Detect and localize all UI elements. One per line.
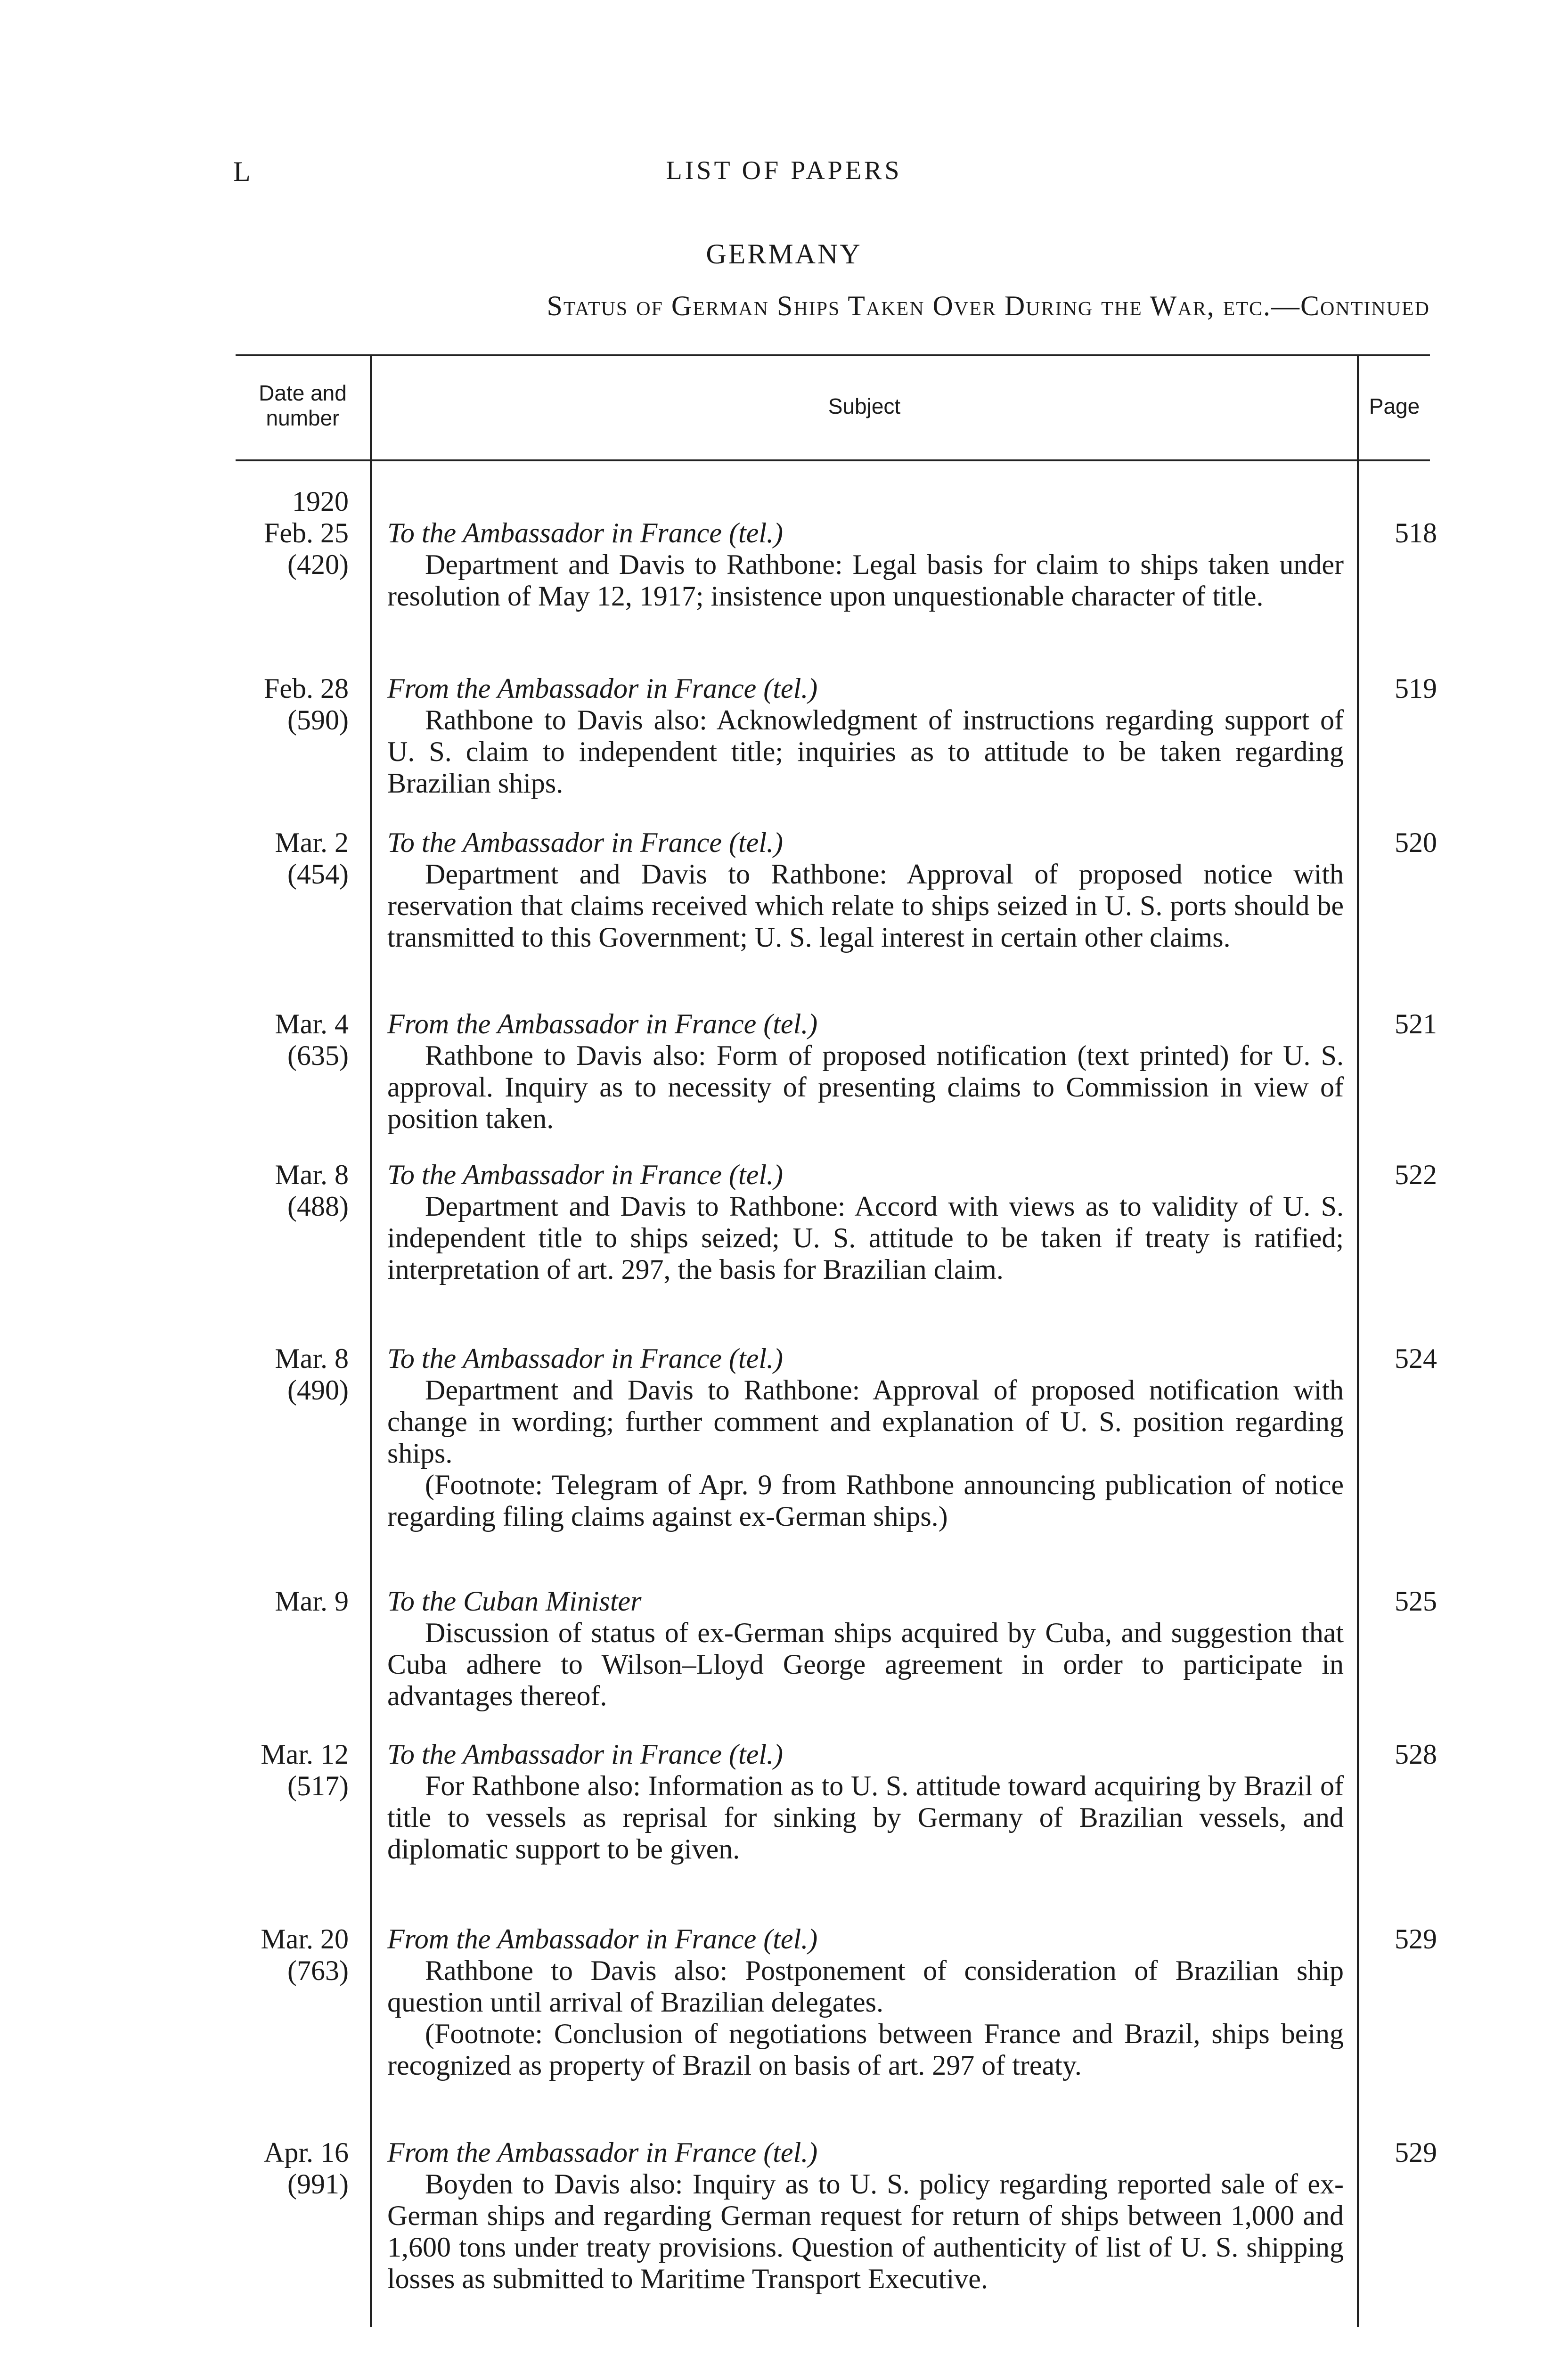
entry-summary: Department and Davis to Rathbone: Approval of proposed notification with change in wording; further comment and explanation of U. S. position regarding ships. bbox=[387, 1374, 1344, 1469]
entry-footnote: (Footnote: Conclusion of negotiations between France and Brazil, ships being recognized as property of Brazil on basis of art. 297 of treaty. bbox=[387, 2018, 1344, 2081]
column-header-page: Page bbox=[1369, 394, 1420, 418]
entry-page-number: 525 bbox=[1395, 1586, 1437, 1617]
entry-page-number: 519 bbox=[1395, 673, 1437, 704]
entry-subject bbox=[387, 1586, 1344, 1712]
entry-date: Mar. 2 (454) bbox=[275, 827, 349, 890]
entry-subject bbox=[387, 1159, 1344, 1285]
entry-date: Mar. 9 bbox=[275, 1586, 349, 1617]
column-header-subject: Subject bbox=[828, 394, 901, 418]
year-label: 1920 bbox=[292, 486, 349, 517]
entry-addressee: To the Ambassador in France (tel.) bbox=[387, 1343, 783, 1374]
entry-page-number: 524 bbox=[1395, 1343, 1437, 1374]
entry-page-number: 528 bbox=[1395, 1739, 1437, 1770]
entry-date: Mar. 8 (490) bbox=[275, 1343, 349, 1406]
entry-addressee: To the Cuban Minister bbox=[387, 1586, 642, 1617]
country-heading: GERMANY bbox=[706, 238, 862, 270]
entry-subject bbox=[387, 1739, 1344, 1865]
entry-addressee: From the Ambassador in France (tel.) bbox=[387, 673, 818, 704]
entry-date: Mar. 8 (488) bbox=[275, 1159, 349, 1222]
entry-summary: Rathbone to Davis also: Form of proposed notification (text printed) for U. S. approval. Inquiry as to necessity of presenting claims to Commission in view of position taken. bbox=[387, 1040, 1344, 1134]
entry-subject bbox=[387, 517, 1344, 612]
entry-summary: Department and Davis to Rathbone: Accord with views as to validity of U. S. independent title to ships seized; U. S. attitude to be taken if treaty is ratified; interpretation of art. 297, the basis for Brazilian claim. bbox=[387, 1191, 1344, 1285]
entry-addressee: To the Ambassador in France (tel.) bbox=[387, 827, 783, 858]
entry-subject bbox=[387, 1923, 1344, 2081]
entry-addressee: To the Ambassador in France (tel.) bbox=[387, 1159, 783, 1190]
entry-addressee: From the Ambassador in France (tel.) bbox=[387, 2137, 818, 2168]
section-title: Status of German Ships Taken Over During the War, etc.—Continued bbox=[547, 290, 1430, 321]
column-divider-left bbox=[370, 461, 372, 2327]
entry-page-number: 518 bbox=[1395, 517, 1437, 548]
entry-date: Mar. 20 (763) bbox=[261, 1923, 349, 1986]
entry-date: Mar. 12 (517) bbox=[261, 1739, 349, 1801]
entry-summary: Department and Davis to Rathbone: Legal basis for claim to ships taken under resolution of May 12, 1917; insistence upon unquestionable character of title. bbox=[387, 549, 1344, 612]
entry-summary: Discussion of status of ex-German ships acquired by Cuba, and suggestion that Cuba adhere to Wilson–Lloyd George agreement in order to participate in advantages thereof. bbox=[387, 1617, 1344, 1711]
entry-date: Feb. 28 (590) bbox=[264, 673, 349, 736]
entry-subject bbox=[387, 827, 1344, 953]
entry-summary: Boyden to Davis also: Inquiry as to U. S. policy regarding reported sale of ex-German ships and regarding German request for return of ships between 1,000 and 1,600 tons under treaty provisions. Question of authenticity of list of U. S. shipping losses as submitted to Maritime Transport Executive. bbox=[387, 2168, 1344, 2294]
entry-subject bbox=[387, 1008, 1344, 1135]
entry-page-number: 520 bbox=[1395, 827, 1437, 858]
running-head: LIST OF PAPERS bbox=[666, 156, 902, 185]
entry-page-number: 522 bbox=[1395, 1159, 1437, 1190]
table-top-rule bbox=[236, 354, 1430, 356]
column-divider-right bbox=[1357, 461, 1359, 2327]
entry-footnote: (Footnote: Telegram of Apr. 9 from Rathbone announcing publication of notice regarding filing claims against ex-German ships.) bbox=[387, 1469, 1344, 1532]
entry-addressee: From the Ambassador in France (tel.) bbox=[387, 1008, 818, 1039]
entry-subject bbox=[387, 2137, 1344, 2295]
entry-summary: For Rathbone also: Information as to U. S. attitude toward acquiring by Brazil of title to vessels as reprisal for sinking by Germany of Brazilian vessels, and diplomatic support to be given. bbox=[387, 1770, 1344, 1865]
entry-summary: Rathbone to Davis also: Acknowledgment of instructions regarding support of U. S. claim to independent title; inquiries as to attitude to be taken regarding Brazilian ships. bbox=[387, 704, 1344, 799]
column-header-date: Date and number bbox=[259, 381, 347, 430]
entry-subject bbox=[387, 673, 1344, 799]
entry-summary: Department and Davis to Rathbone: Approval of proposed notice with reservation that claims received which relate to ships seized in U. S. ports should be transmitted to this Government; U. S. legal interest in certain other claims. bbox=[387, 859, 1344, 953]
entry-page-number: 521 bbox=[1395, 1008, 1437, 1039]
entry-summary: Rathbone to Davis also: Postponement of consideration of Brazilian ship question until arrival of Brazilian delegates. bbox=[387, 1955, 1344, 2018]
entry-date: Apr. 16 (991) bbox=[264, 2137, 349, 2200]
entry-page-number: 529 bbox=[1395, 2137, 1437, 2168]
entry-date: Feb. 25 (420) bbox=[264, 517, 349, 580]
entry-date: Mar. 4 (635) bbox=[275, 1008, 349, 1071]
table-header-rule bbox=[236, 459, 1430, 461]
entry-addressee: To the Ambassador in France (tel.) bbox=[387, 517, 783, 548]
entry-subject bbox=[387, 1343, 1344, 1532]
page-letter: L bbox=[233, 156, 252, 187]
entry-addressee: To the Ambassador in France (tel.) bbox=[387, 1739, 783, 1770]
entry-page-number: 529 bbox=[1395, 1923, 1437, 1955]
entry-addressee: From the Ambassador in France (tel.) bbox=[387, 1923, 818, 1955]
